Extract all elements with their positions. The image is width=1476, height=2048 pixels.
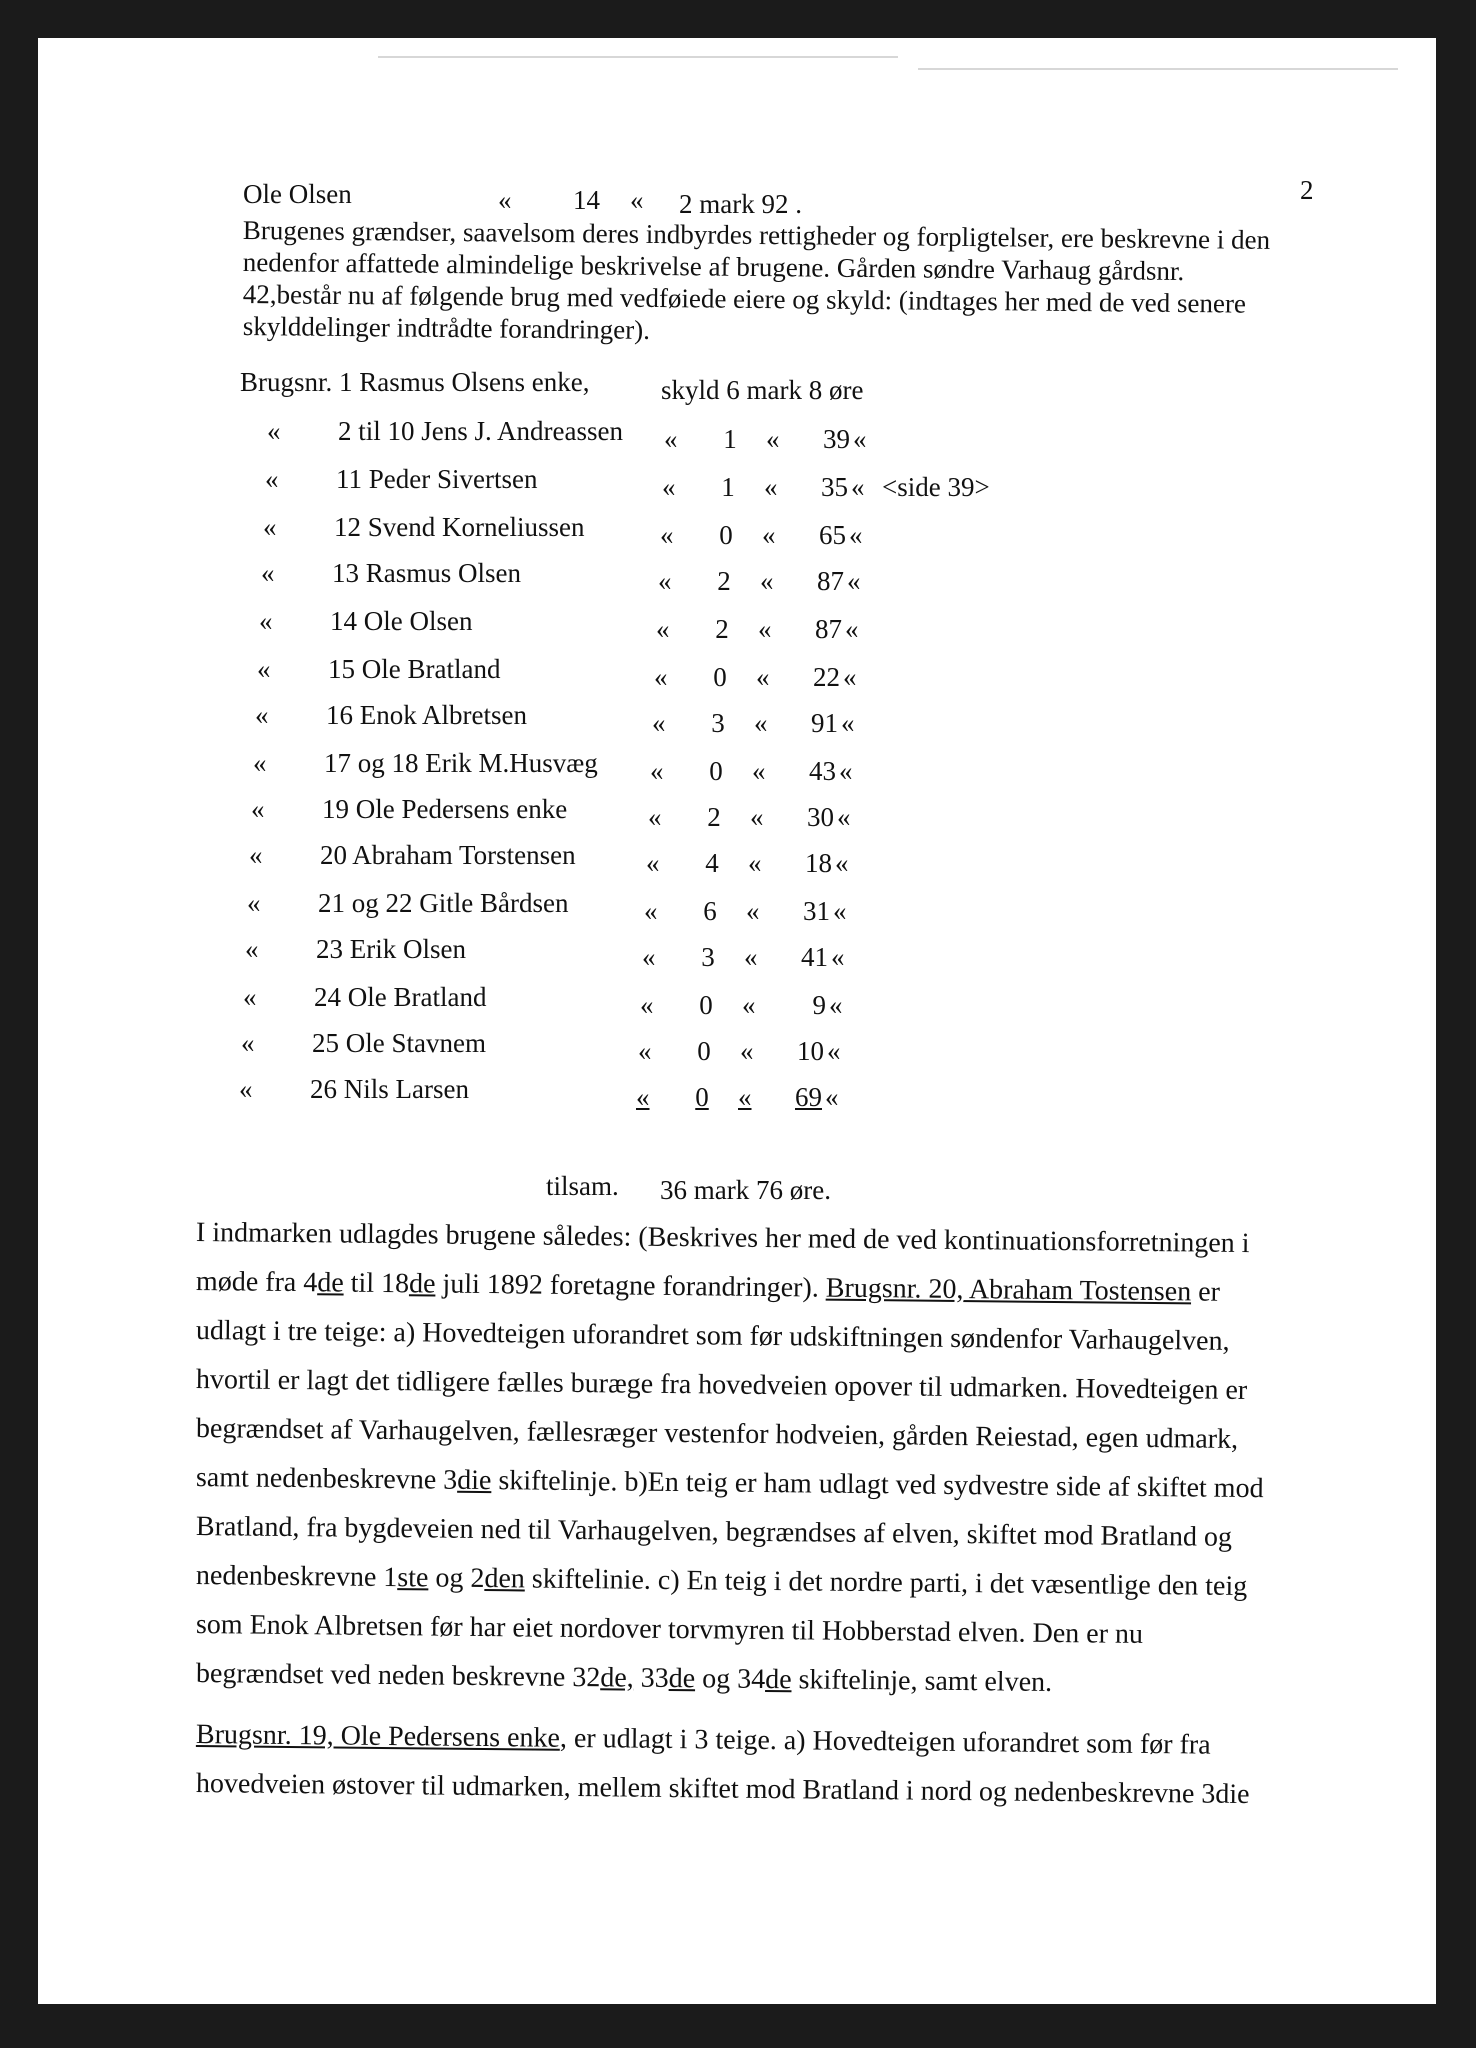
ditto-mark-3: « [752,756,766,786]
underlined-text: de [765,1663,792,1696]
ditto-mark-4: « [835,848,849,878]
ditto-mark-4: « [825,1082,839,1112]
ditto-mark-2: « [650,756,664,786]
ditto-mark-4: « [843,662,857,692]
row-name: 19 Ole Pedersens enke [322,794,568,824]
ditto-mark-3: « [766,424,780,454]
ditto-mark-1: « [265,464,279,494]
ditto-mark-1: « [261,558,275,588]
ditto-mark-3: « [760,566,774,596]
table-row [38,700,1424,740]
ditto-mark-2: « [642,942,656,972]
header-line [243,178,352,210]
underlined-text: Brugsnr. 19, Ole Pedersens enke [195,1719,561,1754]
table-row [38,558,1430,598]
row-ore: 39 [823,424,850,454]
text-run: Bratland, fra bygdeveien ned til Varhaugelven, begrændses af elven, skiftet mod Bratland og [195,1511,1233,1553]
row-name: 15 Ole Bratland [328,654,501,684]
ditto-mark-3: « [742,990,756,1020]
row-mark: 3 [701,942,715,972]
paragraph-brugsnr-20 [196,1208,1316,1698]
ditto-mark-1: « [259,606,273,636]
row-name: 16 Enok Albretsen [326,700,527,730]
text-run: , er udlagt i 3 teige. a) Hovedteigen uforandret som før fra [559,1722,1211,1761]
row-name: 17 og 18 Erik M.Husvæg [324,748,598,778]
text-run: skiftelinie. c) En teig i det nordre parti, i det væsentlige den teig [524,1563,1248,1603]
row-mark: 1 [723,424,737,454]
ditto-mark-2: « [652,708,666,738]
ditto-mark-2: « [638,1036,652,1066]
row-name: 21 og 22 Gitle Bårdsen [318,888,569,918]
ditto-mark-1: « [251,794,265,824]
ditto-mark-2: « [648,802,662,832]
row-ore: 18 [805,848,832,878]
row-name: 2 til 10 Jens J. Andreassen [338,416,623,446]
underlined-text: de [668,1662,696,1695]
row-ore: 9 [812,990,826,1020]
header-name: Ole Olsen [243,179,352,209]
row-ore: 65 [819,520,846,550]
header-q2 [630,184,644,216]
text-line [196,1649,1316,1710]
row-mark: 2 [717,566,731,596]
scan-artifact-line [918,68,1398,70]
ditto-mark-1: « [253,748,267,778]
row-mark: 0 [719,520,733,550]
row-ore: 31 [803,896,830,926]
header-num [573,184,600,216]
first-row-label: Brugsnr. 1 Rasmus Olsens enke, [240,367,590,397]
table-row [38,1028,1410,1068]
underlined-text: de [408,1268,436,1300]
ditto-mark-2: « [658,566,672,596]
row-name: 13 Rasmus Olsen [332,558,521,588]
table-row [38,464,1434,504]
ditto-mark-4: « [845,614,859,644]
row-ore: 91 [811,708,838,738]
ditto-mark-4: « [837,802,851,832]
text-run: til 18 [343,1267,410,1300]
text-run: og 34 [695,1663,766,1695]
ditto-mark-2: « [646,848,660,878]
text-run: skiftelinje. b)En teig er ham udlagt ved sydvestre side af skiftet mod [491,1465,1264,1505]
row-mark: 2 [715,614,729,644]
header-num-text: 14 [573,185,600,215]
ditto-mark-1: « [263,512,277,542]
intro-line: nedenfor affattede almindelige beskrivelse af brugene. Gården søndre Varhaug gårdsnr. [242,246,1185,287]
paragraph-brugsnr-19 [195,1710,1316,1811]
row-note: <side 39> [882,472,990,502]
ditto-mark-1: « [267,416,281,446]
text-run: begrændset ved neden beskrevne 32 [195,1658,601,1694]
row-mark: 2 [707,802,721,832]
scan-artifact-line [378,56,898,58]
ditto-mark-3: « [754,708,768,738]
underlined-text: de [317,1267,344,1299]
row-mark: 0 [695,1082,709,1112]
header-q2-text: « [630,185,644,215]
ditto-mark-3: « [758,614,772,644]
row-ore: 35 [821,472,848,502]
header-value [679,188,802,220]
ditto-mark-3: « [740,1036,754,1066]
underlined-text: den [484,1563,526,1595]
row-name: 14 Ole Olsen [330,606,473,636]
row-name: 24 Ole Bratland [314,982,487,1012]
ditto-mark-4: « [841,708,855,738]
ditto-mark-1: « [257,654,271,684]
row-mark: 1 [721,472,735,502]
first-row-skyld: skyld 6 mark 8 øre [661,375,864,405]
row-ore: 87 [815,614,842,644]
document-page [38,38,1436,2004]
ditto-mark-1: « [247,888,261,918]
ditto-mark-3: « [746,896,760,926]
row-ore: 43 [809,756,836,786]
text-run: udlagt i tre teige: a) Hovedteigen uforandret som før udskiftningen søndenfor Varhaugelven, [195,1315,1230,1357]
table-row [38,982,1412,1022]
ditto-mark-4: « [851,472,865,502]
table-row [38,888,1416,928]
ditto-mark-1: « [245,934,259,964]
ditto-mark-1: « [241,1028,255,1058]
text-run: skiftelinje, samt elven. [791,1664,1053,1698]
ditto-mark-4: « [829,990,843,1020]
header-q1 [498,184,512,216]
underlined-text: die [457,1464,492,1497]
ditto-mark-4: « [839,756,853,786]
ditto-mark-4: « [827,1036,841,1066]
ditto-mark-3: « [748,848,762,878]
ditto-mark-4: « [847,566,861,596]
text-run: begrændset af Varhaugelven, fællesræger vestenfor hodveien, gården Reiestad, egen udmark, [195,1413,1239,1455]
table-row [38,794,1420,834]
ditto-mark-2: « [662,472,676,502]
total-value: 36 mark 76 øre. [660,1175,831,1205]
row-name: 26 Nils Larsen [310,1074,469,1104]
table-row [38,840,1418,880]
ditto-mark-1: « [243,982,257,1012]
table-row [38,606,1428,646]
ditto-mark-4: « [833,896,847,926]
ditto-mark-2: « [656,614,670,644]
ditto-mark-2: « [640,990,654,1020]
ditto-mark-2: « [654,662,668,692]
ditto-mark-2: « [660,520,674,550]
ditto-mark-4: « [831,942,845,972]
table-row [38,934,1414,974]
ditto-mark-2: « [636,1082,650,1112]
row-mark: 0 [713,662,727,692]
text-run: og 2 [428,1562,485,1595]
underlined-text: ste [397,1562,429,1594]
total-label: tilsam. [546,1171,619,1201]
table-row [38,654,1426,694]
row-mark: 4 [705,848,719,878]
row-ore: 10 [797,1036,824,1066]
underlined-text: Brugsnr. 20, Abraham Tostensen [825,1272,1192,1308]
header-q1-text: « [498,185,512,215]
underlined-text: de, [600,1662,634,1694]
intro-line: skylddelinger indtrådte forandringer). [242,310,651,345]
ditto-mark-2: « [644,896,658,926]
row-name: 25 Ole Stavnem [312,1028,486,1058]
row-mark: 0 [699,990,713,1020]
ditto-mark-3: « [750,802,764,832]
row-ore: 87 [817,566,844,596]
ditto-mark-1: « [239,1074,253,1104]
page-number: 2 [1300,175,1314,205]
ditto-mark-1: « [255,700,269,730]
row-mark: 3 [711,708,725,738]
table-row [38,512,1432,552]
ditto-mark-4: « [849,520,863,550]
text-run: møde fra 4 [195,1266,318,1299]
row-ore: 30 [807,802,834,832]
row-name: 12 Svend Korneliussen [334,512,585,542]
text-run: nedenbeskrevne 1 [195,1560,398,1594]
text-run: samt nedenbeskrevne 3 [195,1462,458,1496]
table-row [38,748,1422,788]
row-mark: 0 [697,1036,711,1066]
row-name: 20 Abraham Torstensen [320,840,576,870]
header-value-text: 2 mark 92 . [679,189,802,219]
intro-line: 42,består nu af følgende brug med vedføiede eiere og skyld: (indtages her med de ved senere [242,278,1247,319]
text-run: 33 [633,1662,669,1694]
text-line [196,1759,1316,1820]
ditto-mark-1: « [249,840,263,870]
row-name: 23 Erik Olsen [316,934,466,964]
text-run: er [1191,1276,1221,1308]
ditto-mark-3: « [744,942,758,972]
row-mark: 0 [709,756,723,786]
ditto-mark-3: « [764,472,778,502]
row-ore: 41 [801,942,828,972]
text-run: I indmarken udlagdes brugene således: (Beskrives her med de ved kontinuationsforretningen i [195,1217,1250,1260]
ditto-mark-4: « [853,424,867,454]
table-row [38,416,1436,456]
text-run: hvortil er lagt det tidligere fælles buræge fra hovedveien opover til udmarken. Hovedteigen er [195,1364,1248,1407]
text-run: hovedveien østover til udmarken, mellem skiftet mod Bratland i nord og nedenbeskrevne 3die [195,1768,1250,1811]
row-ore: 69 [795,1082,822,1112]
ditto-mark-3: « [762,520,776,550]
text-run: som Enok Albretsen før har eiet nordover torvmyren til Hobberstad elven. Den er nu [195,1609,1144,1650]
row-name: 11 Peder Sivertsen [336,464,538,494]
intro-line: Brugenes grændser, saavelsom deres indbyrdes rettigheder og forpligtelser, ere beskrevne i den [242,214,1271,255]
text-run: juli 1892 foretagne forandringer). [435,1268,826,1304]
table-row [38,1074,1408,1114]
row-mark: 6 [703,896,717,926]
ditto-mark-2: « [664,424,678,454]
ditto-mark-3: « [738,1082,752,1112]
ditto-mark-3: « [756,662,770,692]
row-ore: 22 [813,662,840,692]
